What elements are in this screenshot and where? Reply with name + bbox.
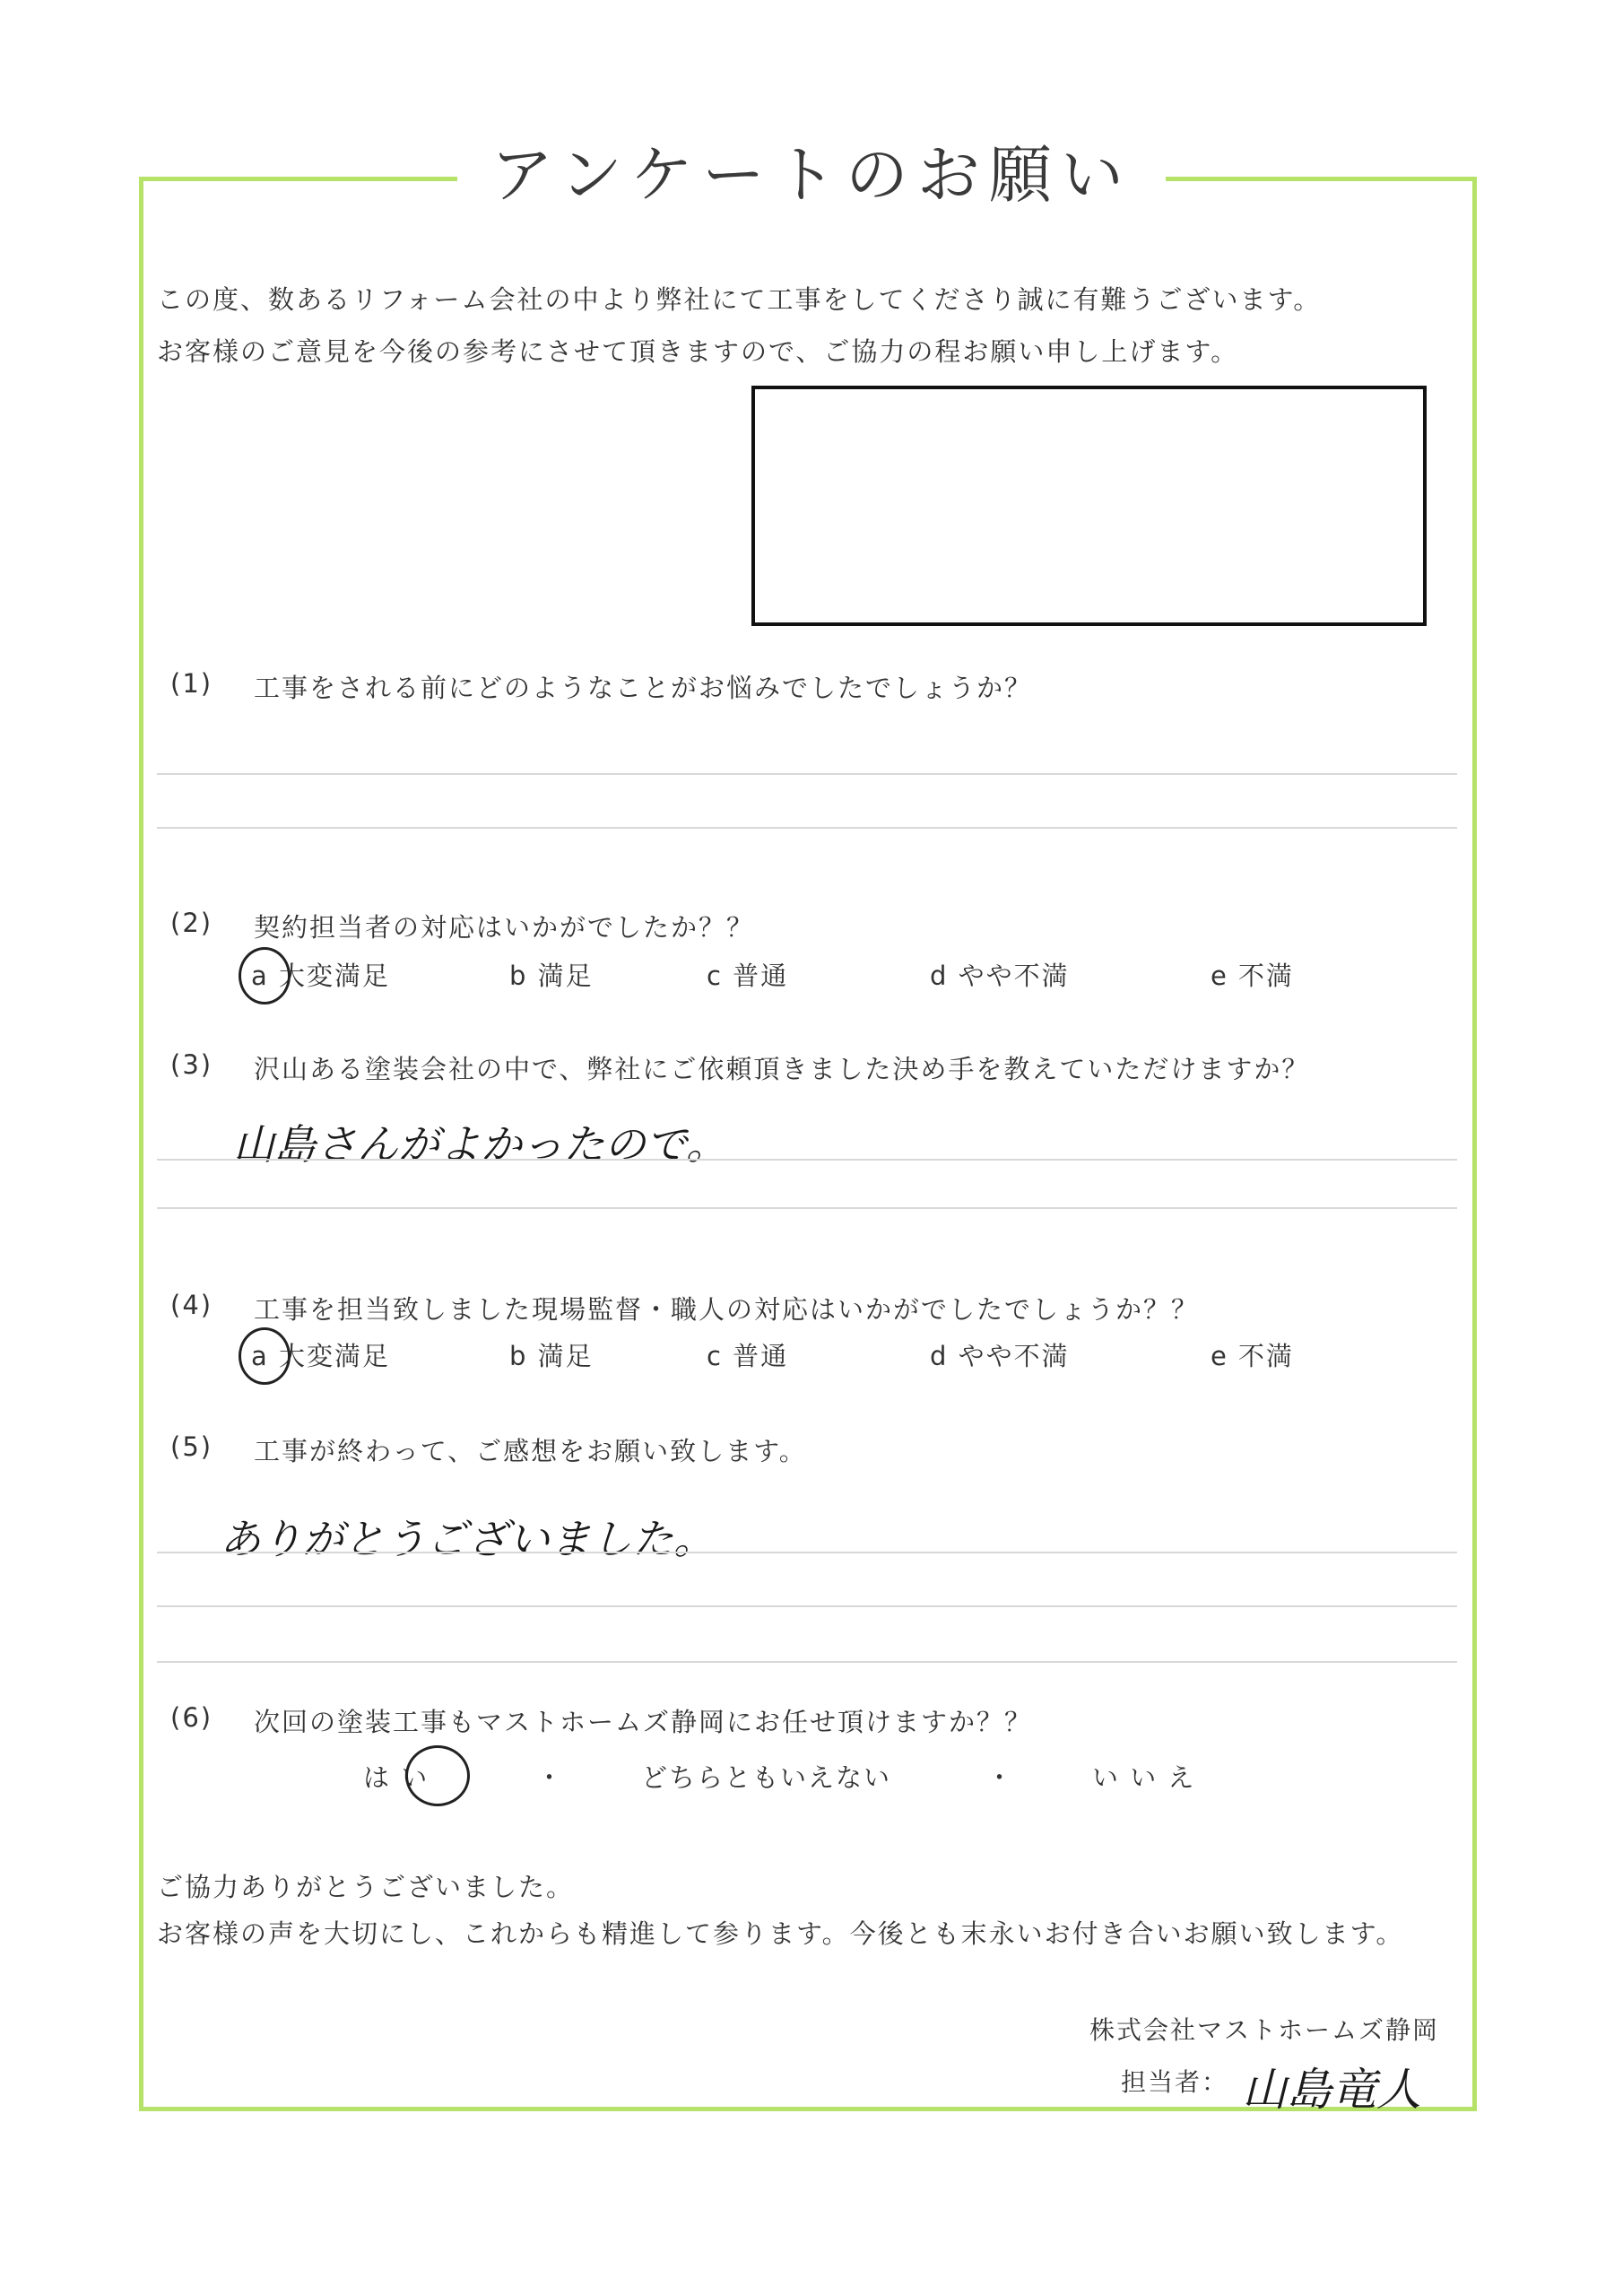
q2-option-d: d やや不満 xyxy=(930,961,1070,991)
q4-option-a: a 大変満足 xyxy=(251,1341,390,1371)
q4-option-e: e 不満 xyxy=(1211,1341,1295,1371)
closing-line-2: お客様の声を大切にし、これからも精進して参ります。今後とも末永いお付き合いお願い致します。 xyxy=(157,1918,1404,1949)
q6-separator-1: ・ xyxy=(536,1762,565,1793)
redacted-customer-box xyxy=(751,386,1427,626)
q5-answer-line-1 xyxy=(157,1552,1457,1553)
q2-number: (2) xyxy=(170,908,213,938)
q1-number: (1) xyxy=(170,668,213,699)
q3-answer-line-1 xyxy=(157,1159,1457,1161)
q4-option-d: d やや不満 xyxy=(930,1341,1070,1371)
q1-text: 工事をされる前にどのようなことがお悩みでしたでしょうか？ xyxy=(254,673,1033,703)
closing-line-1: ご協力ありがとうございました。 xyxy=(157,1872,575,1902)
q5-text: 工事が終わって、ご感想をお願い致します。 xyxy=(254,1436,807,1466)
q6-separator-2: ・ xyxy=(986,1762,1015,1793)
q4-number: (4) xyxy=(170,1290,213,1320)
q3-text: 沢山ある塗装会社の中で、弊社にご依頼頂きました決め手を教えていただけますか？ xyxy=(254,1054,1310,1084)
staff-label: 担当者： xyxy=(1121,2067,1229,2097)
q5-number: (5) xyxy=(170,1431,213,1462)
q4-selected-mark xyxy=(239,1327,291,1385)
q4-text: 工事を担当致しました現場監督・職人の対応はいかがでしたでしょうか？？ xyxy=(254,1294,1200,1325)
q4-option-c: c 普通 xyxy=(707,1341,789,1371)
q2-option-e: e 不満 xyxy=(1211,961,1295,991)
q2-option-b: b 満足 xyxy=(509,961,594,991)
q3-number: (3) xyxy=(170,1049,213,1080)
intro-line-1: この度、数あるリフォーム会社の中より弊社にて工事をしてくださり誠に有難うございます。 xyxy=(157,284,1322,315)
q5-answer-line-2 xyxy=(157,1605,1457,1607)
q2-option-a: a 大変満足 xyxy=(251,961,390,991)
q6-option-yes: は い xyxy=(363,1762,430,1793)
q3-answer-line-2 xyxy=(157,1207,1457,1209)
q4-option-b: b 満足 xyxy=(509,1341,594,1371)
q2-text: 契約担当者の対応はいかがでしたか？？ xyxy=(254,912,755,943)
q1-answer-line-1 xyxy=(157,773,1457,775)
company-name: 株式会社マストホームズ静岡 xyxy=(1089,2015,1440,2045)
q5-answer-line-3 xyxy=(157,1661,1457,1663)
q6-option-no: い い え xyxy=(1092,1762,1196,1793)
q6-selected-mark xyxy=(405,1745,470,1806)
intro-line-2: お客様のご意見を今後の参考にさせて頂きますので、ご協力の程お願い申し上げます。 xyxy=(157,336,1239,367)
q1-answer-line-2 xyxy=(157,827,1457,829)
q3-handwritten-answer: 山島さんがよかったので。 xyxy=(233,1120,728,1169)
q2-selected-mark xyxy=(239,947,291,1004)
survey-title: アンケートのお願い xyxy=(457,126,1166,224)
q6-number: (6) xyxy=(170,1702,213,1733)
q2-option-c: c 普通 xyxy=(707,961,789,991)
q5-handwritten-answer: ありがとうございました。 xyxy=(220,1515,715,1563)
staff-signature: 山島竜人 xyxy=(1242,2064,1421,2116)
q6-text: 次回の塗装工事もマストホームズ静岡にお任せ頂けますか？？ xyxy=(254,1707,1033,1737)
q6-option-neither: どちらともいえない xyxy=(641,1762,892,1793)
